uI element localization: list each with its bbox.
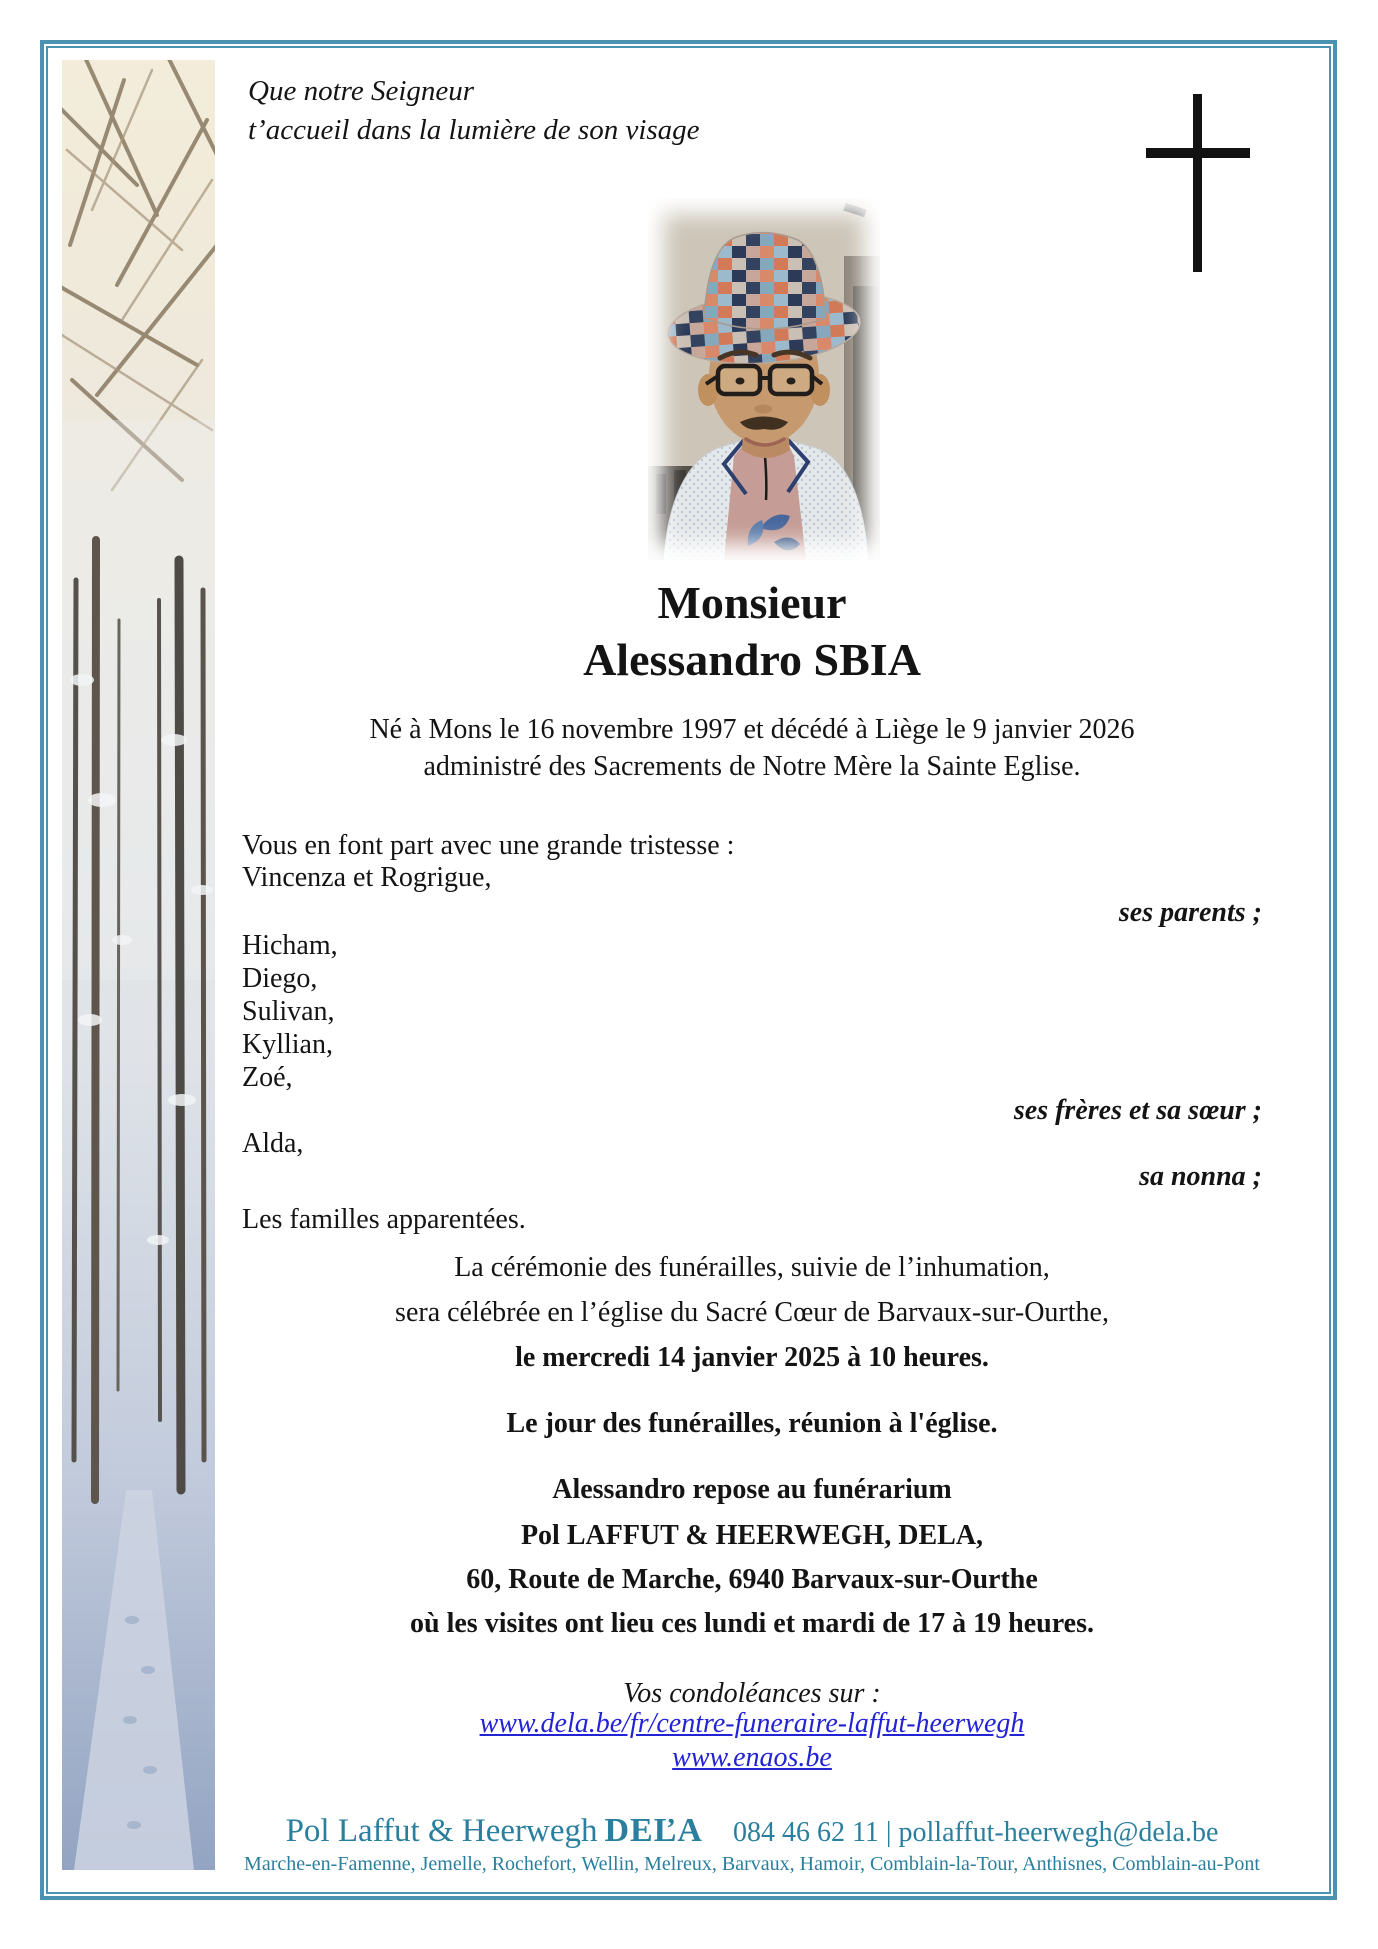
families-line: Les familles apparentées.	[242, 1204, 526, 1235]
parents-label: ses parents ;	[1118, 897, 1262, 928]
condolences-label: Vos condoléances sur :	[623, 1678, 881, 1709]
sacraments-line: administré des Sacrements de Notre Mère la Sainte Eglise.	[423, 751, 1081, 782]
sibling-name: Sulivan,	[242, 996, 335, 1027]
deceased-salutation: Monsieur	[657, 577, 847, 628]
funerarium-name: Pol LAFFUT & HEERWEGH, DELA,	[520, 1520, 984, 1551]
condolences-link-2-row	[242, 1742, 1262, 1774]
ceremony-line-1: La cérémonie des funérailles, suivie de l’inhumation,	[454, 1252, 1050, 1283]
dela-condolences-link[interactable]: www.dela.be/fr/centre-funeraire-laffut-heerwegh	[479, 1708, 1025, 1739]
sibling-name: Zoé,	[242, 1062, 293, 1093]
funeral-home-brand	[286, 1812, 703, 1850]
funeral-home-cities: Marche-en-Famenne, Jemelle, Rochefort, Wellin, Melreux, Barvaux, Hamoir, Comblain-la-Tour, Anthisnes, Comblain-au-Pont	[244, 1853, 1260, 1875]
card-content	[242, 0, 1262, 1949]
dela-logo: DEĽA	[604, 1812, 703, 1849]
sibling-name: Kyllian,	[242, 1029, 333, 1060]
ceremony-date-line: le mercredi 14 janvier 2025 à 10 heures.	[515, 1342, 989, 1373]
grandmother-name: Alda,	[242, 1128, 304, 1159]
sibling-name: Hicham,	[242, 930, 338, 961]
winter-forest-photo	[62, 60, 215, 1870]
quote-line-2: t’accueil dans la lumière de son visage	[248, 114, 700, 146]
announcement-intro: Vous en font part avec une grande tristesse :	[242, 830, 735, 861]
quote-line-1: Que notre Seigneur	[248, 75, 475, 107]
enaos-link[interactable]: www.enaos.be	[672, 1742, 832, 1773]
parents-names: Vincenza et Rogrigue,	[242, 862, 492, 893]
funeral-home-name: Pol Laffut & Heerwegh	[285, 1813, 598, 1849]
ceremony-meeting-line: Le jour des funérailles, réunion à l'église.	[506, 1408, 998, 1439]
funerarium-line-1: Alessandro repose au funérarium	[552, 1474, 952, 1505]
sibling-name: Diego,	[242, 963, 318, 994]
funeral-home-footer	[242, 1812, 1262, 1850]
deceased-title	[242, 574, 1262, 688]
condolences-link-1-row	[242, 1708, 1262, 1740]
funeral-home-contact: 084 46 62 11 | pollaffut-heerwegh@dela.be	[732, 1817, 1219, 1848]
deceased-name: Alessandro SBIA	[583, 634, 921, 685]
funerarium-visits: où les visites ont lieu ces lundi et mardi de 17 à 19 heures.	[410, 1608, 1094, 1639]
life-dates	[242, 711, 1262, 785]
funerarium-address: 60, Route de Marche, 6940 Barvaux-sur-Ourthe	[466, 1564, 1038, 1595]
grandmother-label: sa nonna ;	[1139, 1161, 1262, 1192]
siblings-label: ses frères et sa sœur ;	[1013, 1095, 1262, 1126]
ceremony-line-2: sera célébrée en l’église du Sacré Cœur de Barvaux-sur-Ourthe,	[395, 1297, 1109, 1328]
birth-death-line: Né à Mons le 16 novembre 1997 et décédé à Liège le 9 janvier 2026	[369, 714, 1135, 745]
